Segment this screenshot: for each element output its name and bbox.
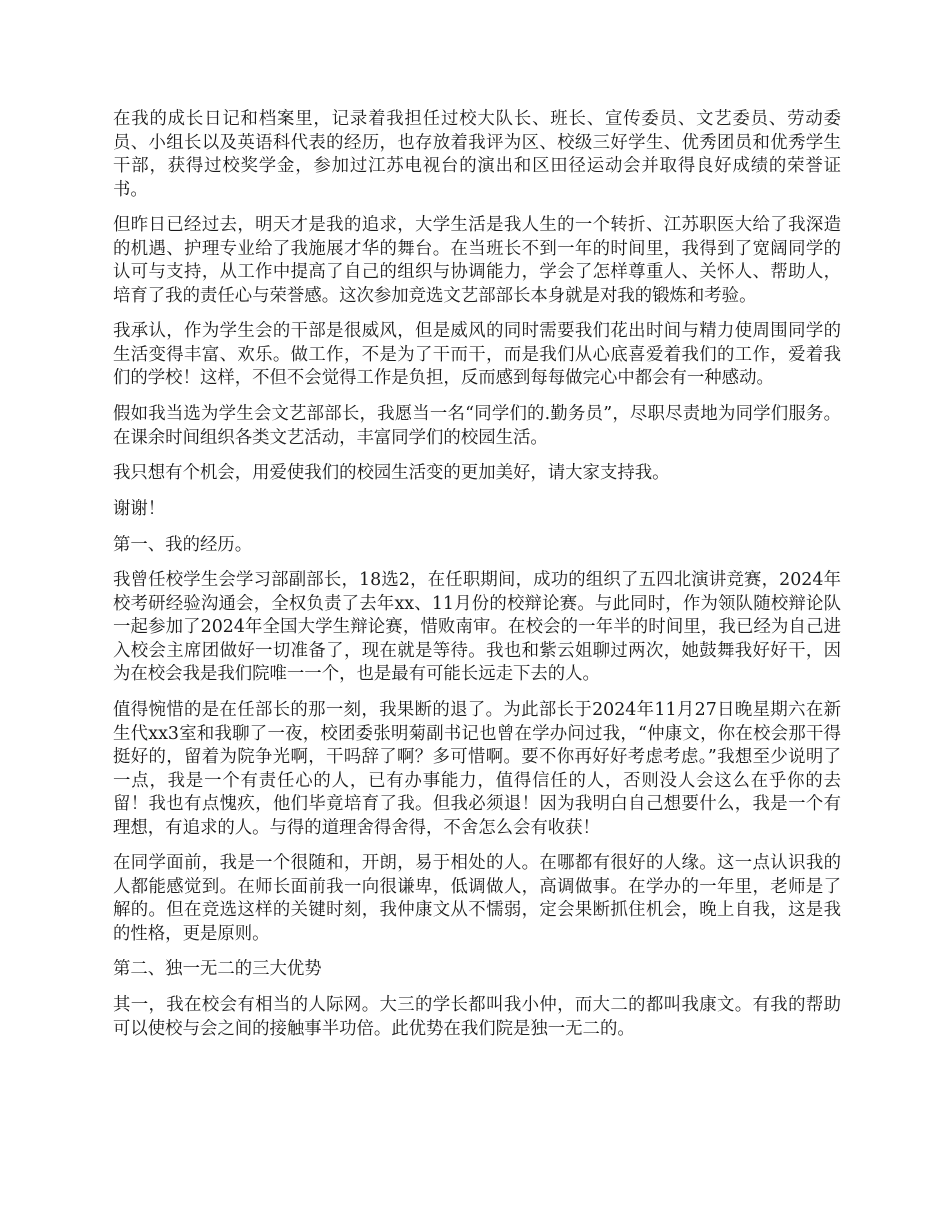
paragraph-experience-records: 在我的成长日记和档案里，记录着我担任过校大队长、班长、宣传委员、文艺委员、劳动委员、小组长以及英语科代表的经历，也存放着我评为区、校级三好学生、优秀团员和优秀学生干部，获得过校奖学金，参加过江苏电视台的演出和区田径运动会并取得良好成绩的荣誉证书。 [113,109,841,200]
paragraph-resignation: 值得惋惜的是在任部长的那一刻，我果断的退了。为此部长于2024年11月27日晚星期六在新生代xx3室和我聊了一夜，校团委张明菊副书记也曾在学办问过我，“仲康文，你在校会那干得挺好的，留着为院争光啊，干吗辞了啊？多可惜啊。要不你再好好考虑考虑。”我想至少说明了一点，我是一个有责任心的人，已有办事能力，值得信任的人，否则没人会这么在乎你的去留！我也有点愧疚，他们毕竟培育了我。但我必须退！因为我明白自己想要什么，我是一个有理想，有追求的人。与得的道理舍得舍得，不舍怎么会有收获！ [113,700,841,838]
paragraph-future-pursuit: 但昨日已经过去，明天才是我的追求，大学生活是我人生的一个转折、江苏职医大给了我深造的机遇、护理专业给了我施展才华的舞台。在当班长不到一年的时间里，我得到了宽阔同学的认可与支持，从工作中提高了自己的组织与协调能力，学会了怎样尊重人、关怀人、帮助人，培育了我的责任心与荣誉感。这次参加竞选文艺部部长本身就是对我的锻炼和考验。 [113,215,841,306]
paragraph-admission: 我承认，作为学生会的干部是很威风，但是威风的同时需要我们花出时间与精力使周围同学的生活变得丰富、欢乐。做工作，不是为了干而干，而是我们从心底喜爱着我们的工作，爱着我们的学校！这样，不但不会觉得工作是负担，反而感到每每做完心中都会有一种感动。 [113,321,841,389]
document-body [113,108,841,1053]
paragraph-request-support: 我只想有个机会，用爱使我们的校园生活变的更加美好，请大家支持我。 [113,463,670,484]
paragraph-advantage-one: 其一，我在校会有相当的人际网。大三的学长都叫我小仲，而大二的都叫我康文。有我的帮助可以使校与会之间的接触事半功倍。此优势在我们院是独一无二的。 [113,995,841,1039]
paragraph-if-elected: 假如我当选为学生会文艺部部长，我愿当一名“同学们的.勤务员”，尽职尽责地为同学们服务。在课余时间组织各类文艺活动，丰富同学们的校园生活。 [113,404,841,448]
paragraph-former-role: 我曾任校学生会学习部副部长，18选2，在任职期间，成功的组织了五四北演讲竞赛，2024年校考研经验沟通会，全权负责了去年xx、11月份的校辩论赛。与此同时，作为领队随校辩论队一起参加了2024年全国大学生辩论赛，惜败南审。在校会的一年半的时间里，我已经为自己进入校会主席团做好一切准备了，现在就是等待。我也和紫云姐聊过两次，她鼓舞我好好干，因为在校会我是我们院唯一一个，也是最有可能长远走下去的人。 [113,570,841,685]
section-heading-experience: 第一、我的经历。 [113,534,253,555]
paragraph-thanks: 谢谢！ [113,498,166,519]
section-heading-advantages: 第二、独一无二的三大优势 [113,959,322,980]
paragraph-personality: 在同学面前，我是一个很随和，开朗，易于相处的人。在哪都有很好的人缘。这一点认识我的人都能感觉到。在师长面前我一向很谦卑，低调做人，高调做事。在学办的一年里，老师是了解的。但在竞选这样的关键时刻，我仲康文从不懦弱，定会果断抓住机会，晚上自我，这是我的性格，更是原则。 [113,853,841,944]
